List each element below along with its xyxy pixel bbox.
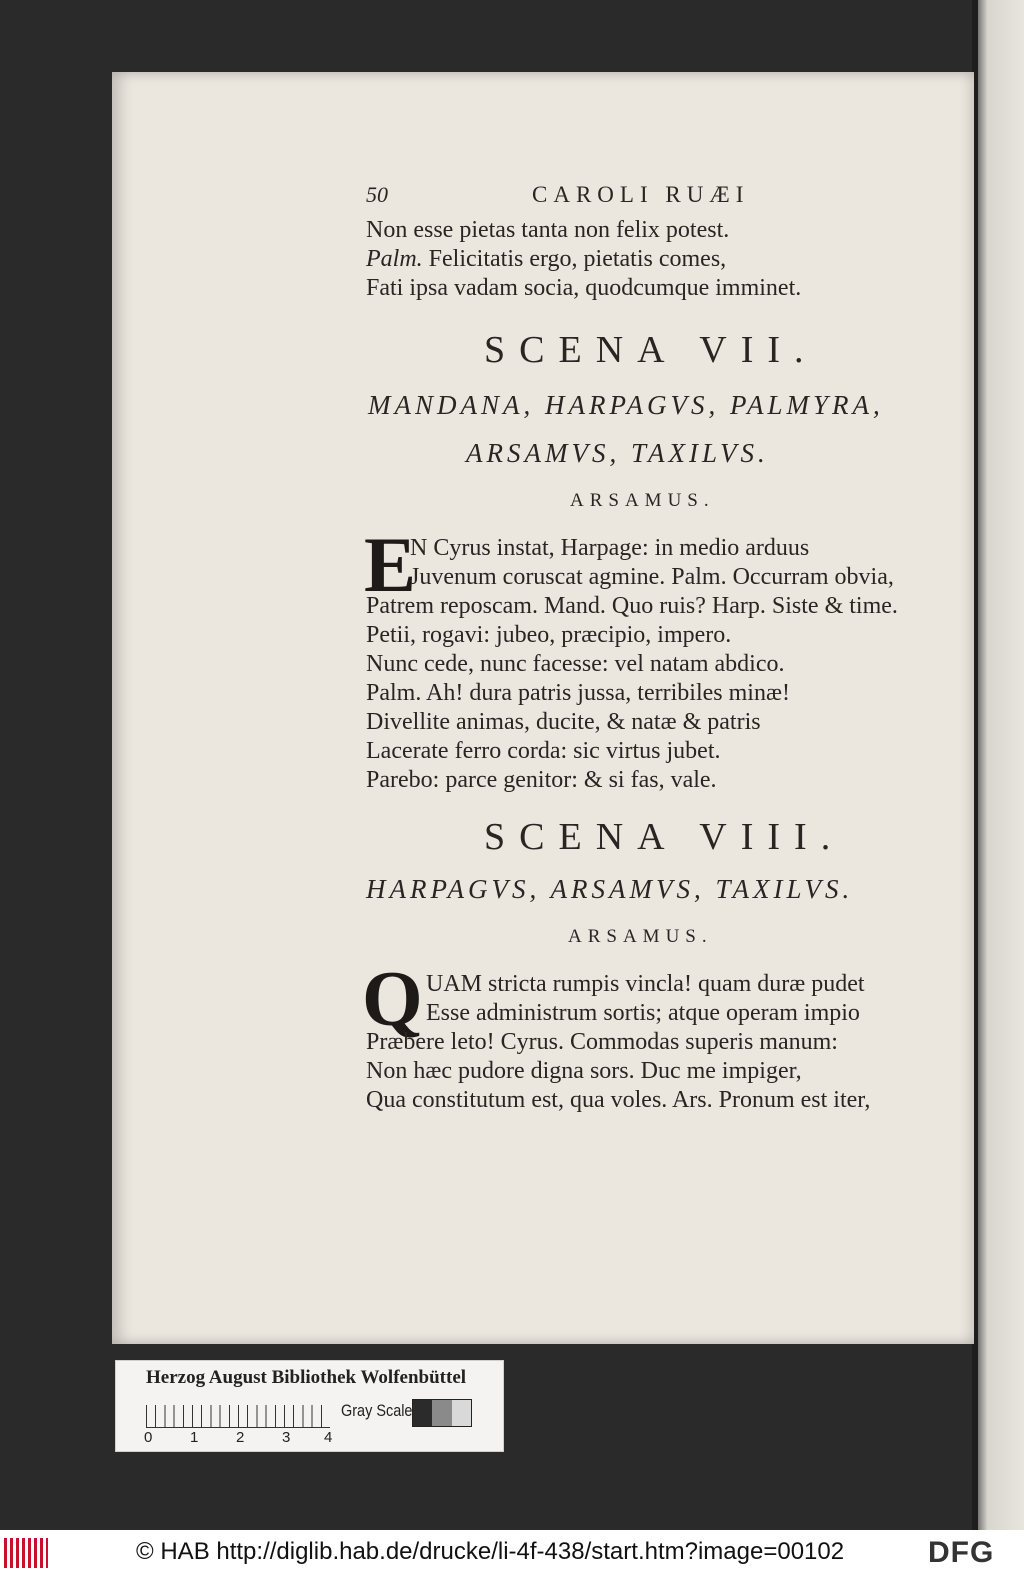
- verse-line: UAM stricta rumpis vincla! quam duræ pudet: [426, 971, 865, 997]
- verse-line: Divellite animas, ducite, & natæ & patris: [366, 709, 761, 735]
- running-head: CAROLI RUÆI: [532, 182, 750, 207]
- scene-title: SCENA VII.: [484, 329, 818, 371]
- speaker-abbrev: Palm.: [366, 246, 423, 272]
- grayscale-label: Gray Scale: [341, 1401, 413, 1420]
- cast-list: ARSAMVS, TAXILVS.: [466, 438, 769, 468]
- cast-list: MANDANA, HARPAGVS, PALMYRA,: [368, 390, 884, 420]
- verse-line: Juvenum coruscat agmine. Palm. Occurram obvia,: [410, 564, 894, 590]
- scene-title: SCENA VIII.: [484, 816, 845, 858]
- grayscale-swatch-mid: [432, 1400, 451, 1426]
- drop-cap: E: [364, 521, 417, 608]
- ruler-number: 1: [190, 1429, 199, 1446]
- ruler-number: 3: [282, 1429, 291, 1446]
- color-calibration-card: [115, 1360, 504, 1452]
- ruler-number: 0: [144, 1429, 153, 1446]
- hab-barcode-icon: [4, 1538, 48, 1568]
- speaker-name: ARSAMUS.: [570, 490, 715, 511]
- verse-line: Parebo: parce genitor: & si fas, vale.: [366, 767, 717, 793]
- grayscale-swatch-light: [452, 1400, 471, 1426]
- verse-line: N Cyrus instat, Harpage: in medio arduus: [410, 535, 810, 561]
- grayscale-swatches: [412, 1399, 472, 1427]
- adjacent-page-edge: [972, 0, 1024, 1530]
- verse-line: Petii, rogavi: jubeo, præcipio, impero.: [366, 622, 732, 648]
- footer-bar: [0, 1530, 1024, 1577]
- verse-line: Palm. Ah! dura patris jussa, terribiles minæ!: [366, 680, 790, 706]
- ruler-number: 2: [236, 1429, 245, 1446]
- library-name: Herzog August Bibliothek Wolfenbüttel: [146, 1367, 467, 1388]
- verse-line: Esse administrum sortis; atque operam impio: [426, 1000, 860, 1026]
- verse-line: Lacerate ferro corda: sic virtus jubet.: [366, 738, 721, 764]
- verse-line: Palm. Felicitatis ergo, pietatis comes,: [366, 246, 727, 272]
- ruler-number: 4: [324, 1429, 333, 1446]
- verse-line: Non esse pietas tanta non felix potest.: [366, 217, 730, 243]
- verse-line: Fati ipsa vadam socia, quodcumque imminet.: [366, 275, 802, 301]
- speaker-name: ARSAMUS.: [568, 926, 713, 947]
- dfg-logo: DFG: [928, 1536, 995, 1569]
- verse-line: Patrem reposcam. Mand. Quo ruis? Harp. Siste & time.: [366, 593, 898, 619]
- page-header: [366, 182, 786, 212]
- verse-line: Qua constitutum est, qua voles. Ars. Pronum est iter,: [366, 1087, 871, 1113]
- page-number: 50: [366, 182, 388, 207]
- verse-line: Nunc cede, nunc facesse: vel natam abdico.: [366, 651, 785, 677]
- grayscale-swatch-dark: [413, 1400, 432, 1426]
- verse-line: Præbere leto! Cyrus. Commodas superis manum:: [366, 1029, 838, 1055]
- ruler-scale: [146, 1405, 330, 1428]
- cast-list: HARPAGVS, ARSAMVS, TAXILVS.: [366, 874, 854, 904]
- source-url-link[interactable]: © HAB http://diglib.hab.de/drucke/li-4f-438/start.htm?image=00102: [136, 1538, 845, 1565]
- verse-line: Non hæc pudore digna sors. Duc me impiger,: [366, 1058, 802, 1084]
- drop-cap: Q: [362, 955, 423, 1042]
